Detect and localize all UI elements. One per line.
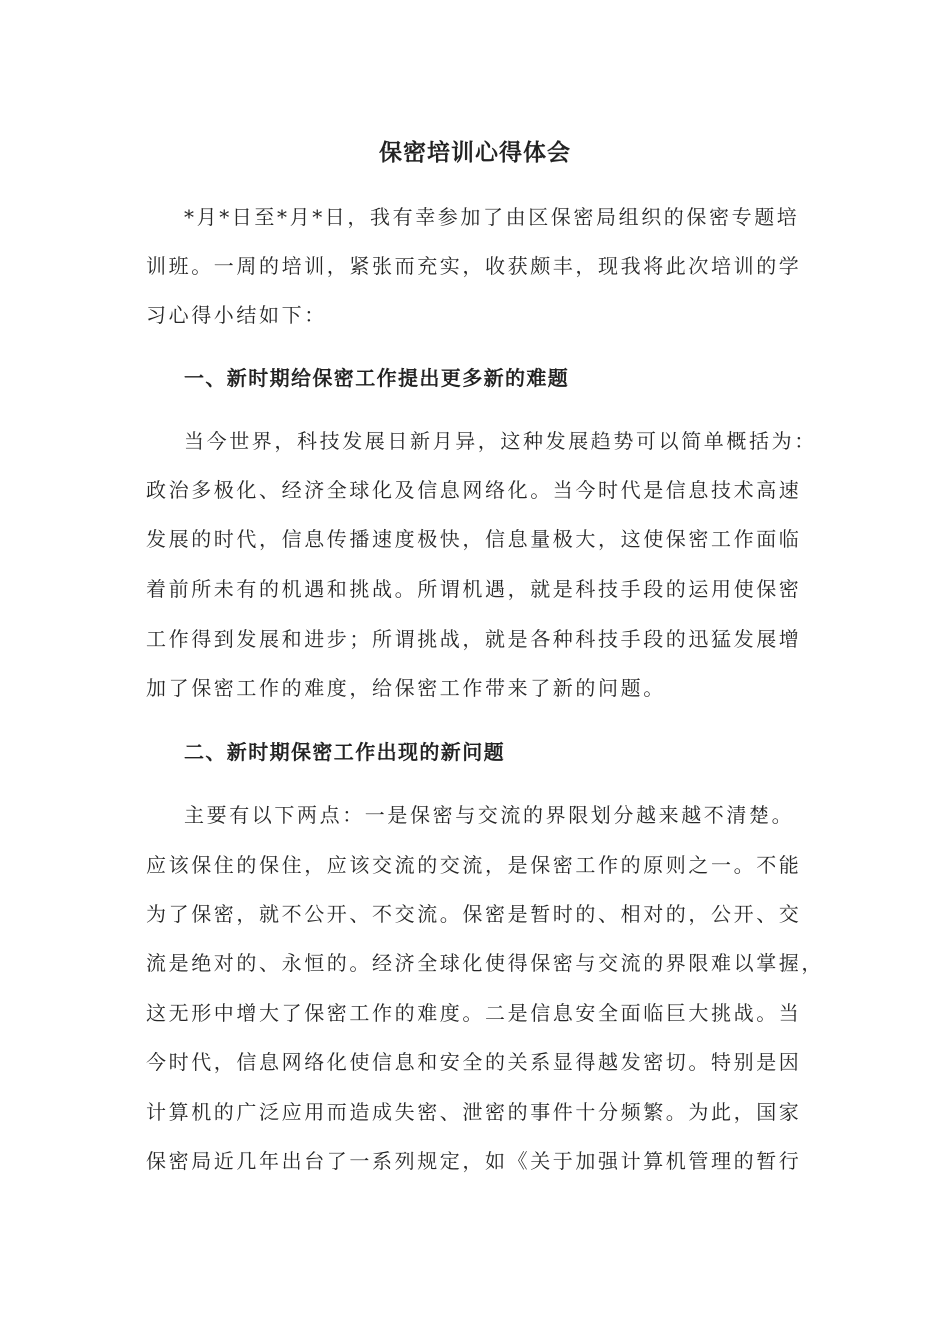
paragraph-line: 训班。一周的培训，紧张而充实，收获颇丰，现我将此次培训的学 [146, 254, 802, 278]
paragraph-line: 政治多极化、经济全球化及信息网络化。当今时代是信息技术高速 [146, 478, 802, 502]
paragraph-line: 应该保住的保住，应该交流的交流，是保密工作的原则之一。不能 [146, 853, 802, 877]
section-heading-2: 二、新时期保密工作出现的新问题 [184, 740, 505, 764]
paragraph-line: 计算机的广泛应用而造成失密、泄密的事件十分频繁。为此，国家 [146, 1100, 802, 1124]
paragraph-line: 为了保密，就不公开、不交流。保密是暂时的、相对的，公开、交 [146, 902, 802, 926]
paragraph-line: 工作得到发展和进步；所谓挑战，就是各种科技手段的迅猛发展增 [146, 627, 802, 651]
document-title: 保密培训心得体会 [379, 140, 571, 166]
paragraph-line: 加了保密工作的难度，给保密工作带来了新的问题。 [146, 676, 666, 700]
paragraph-line: *月*日至*月*日，我有幸参加了由区保密局组织的保密专题培 [184, 205, 800, 229]
paragraph-line: 流是绝对的、永恒的。经济全球化使得保密与交流的界限难以掌握， [146, 951, 824, 975]
paragraph-line: 保密局近几年出台了一系列规定，如《关于加强计算机管理的暂行 [146, 1149, 802, 1173]
paragraph-line: 当今世界，科技发展日新月异，这种发展趋势可以简单概括为： [184, 429, 817, 453]
paragraph-line: 发展的时代，信息传播速度极快，信息量极大，这使保密工作面临 [146, 527, 802, 551]
paragraph-line: 这无形中增大了保密工作的难度。二是信息安全面临巨大挑战。当 [146, 1001, 802, 1025]
paragraph-line: 主要有以下两点：一是保密与交流的界限划分越来越不清楚。 [184, 803, 795, 827]
paragraph-line: 着前所未有的机遇和挑战。所谓机遇，就是科技手段的运用使保密 [146, 577, 802, 601]
paragraph-line: 习心得小结如下： [146, 303, 327, 327]
section-heading-1: 一、新时期给保密工作提出更多新的难题 [184, 366, 570, 390]
paragraph-line: 今时代，信息网络化使信息和安全的关系显得越发密切。特别是因 [146, 1050, 802, 1074]
